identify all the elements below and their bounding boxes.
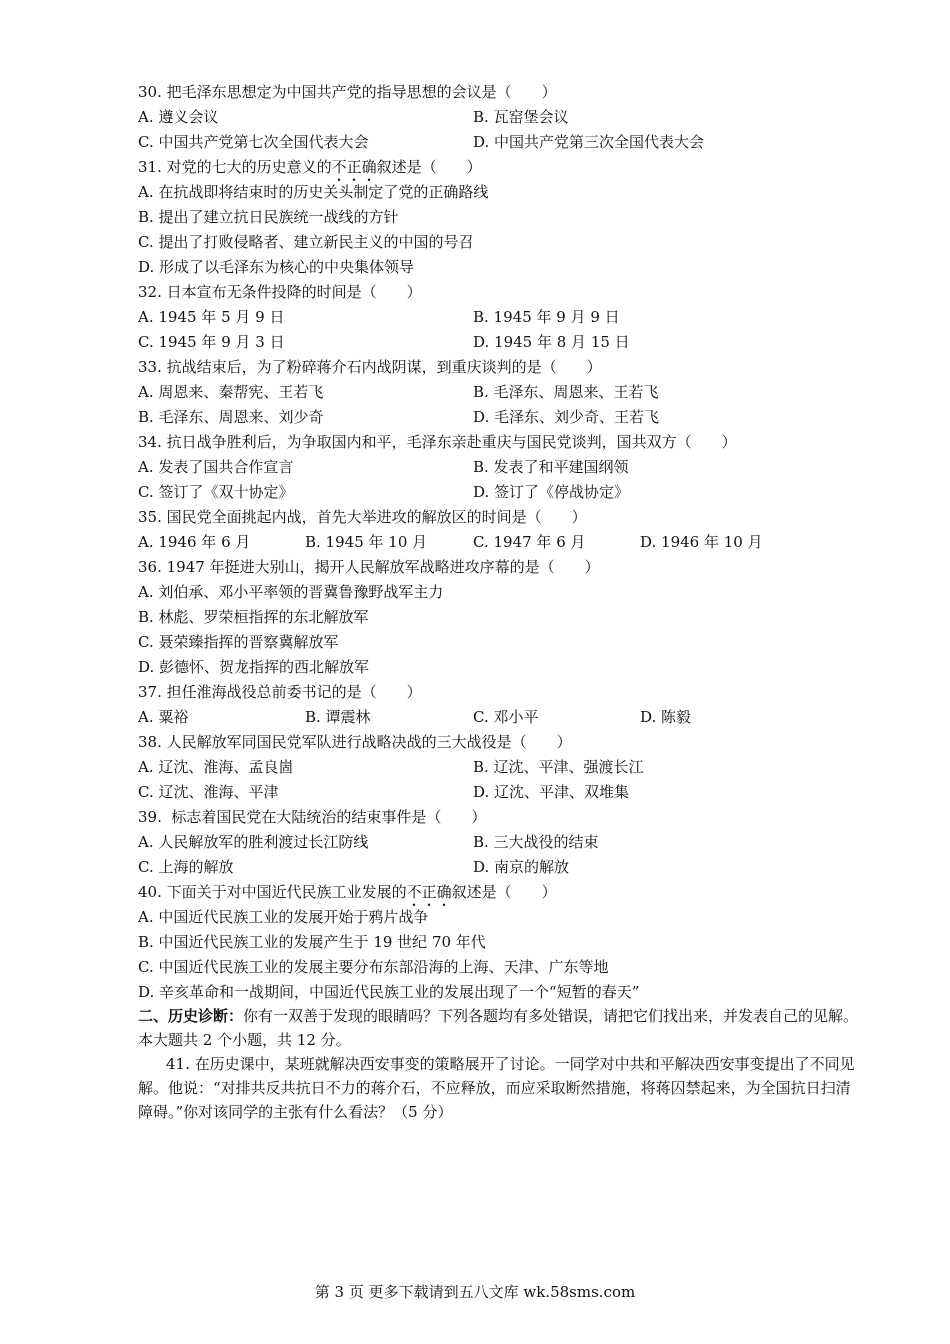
- question-text: 对党的七大的历史意义的: [166, 158, 332, 176]
- option: B. 谭震林: [305, 708, 371, 726]
- question-40: 40. 下面关于对中国近代民族工业发展的不正确叙述是（ ）: [138, 883, 557, 901]
- question-number: 39: [138, 808, 158, 826]
- option: D. 辽沈、平津、双堆集: [473, 783, 630, 801]
- option: A. 粟裕: [138, 708, 189, 726]
- question-text: 标志着国民党在大陆统治的结束事件是（ ）: [171, 808, 487, 826]
- option: A. 在抗战即将结束时的历史关头制定了党的正确路线: [138, 183, 489, 201]
- option: D. 1945 年 8 月 15 日: [473, 333, 630, 351]
- option: D. 签订了《停战协定》: [473, 483, 630, 501]
- option: D. 陈毅: [640, 708, 692, 726]
- option: A. 辽沈、淮海、孟良崮: [138, 758, 294, 776]
- question-number: 32: [138, 283, 158, 301]
- question-36: 36. 1947 年挺进大别山，揭开人民解放军战略进攻序幕的是（ ）: [138, 558, 600, 576]
- question-number: 36: [138, 558, 158, 576]
- option: D. 中国共产党第三次全国代表大会: [473, 133, 705, 151]
- section-heading: 二、历史诊断：: [138, 1007, 244, 1025]
- question-number: 35: [138, 508, 158, 526]
- option: B. 1945 年 9 月 9 日: [473, 308, 620, 326]
- option: D. 彭德怀、贺龙指挥的西北解放军: [138, 658, 370, 676]
- question-38: 38. 人民解放军同国民党军队进行战略决战的三大战役是（ ）: [138, 733, 572, 751]
- question-39: 39. 标志着国民党在大陆统治的结束事件是（ ）: [138, 808, 487, 826]
- section-2-intro: [138, 1004, 860, 1052]
- option: C. 中国近代民族工业的发展主要分布东部沿海的上海、天津、广东等地: [138, 958, 609, 976]
- option: C. 上海的解放: [138, 858, 234, 876]
- question-41: 41. 在历史课中，某班就解决西安事变的策略展开了讨论。一同学对中共和平解决西安事变提出了不同见解。他说：“对排共反共抗日不力的蒋介石，不应释放，而应采取断然措施，将蒋囚禁起来，为全国抗日扫清障碍。”你对该同学的主张有什么看法？（5 分）: [138, 1055, 855, 1121]
- option: A. 周恩来、秦帮宪、王若飞: [138, 383, 324, 401]
- option: A. 人民解放军的胜利渡过长江防线: [138, 833, 369, 851]
- option: D. 形成了以毛泽东为核心的中央集体领导: [138, 258, 415, 276]
- question-number: 40: [138, 883, 158, 901]
- question-number: 33: [138, 358, 158, 376]
- option: B. 提出了建立抗日民族统一战线的方针: [138, 208, 399, 226]
- option: A. 1945 年 5 月 9 日: [138, 308, 285, 326]
- question-number: 34: [138, 433, 158, 451]
- question-text: 1947 年挺进大别山，揭开人民解放军战略进攻序幕的是（ ）: [166, 558, 600, 576]
- option: A. 刘伯承、邓小平率领的晋冀鲁豫野战军主力: [138, 583, 444, 601]
- question-text: 下面关于对中国近代民族工业发展的: [166, 883, 407, 901]
- section-intro-text: 你有一双善于发现的眼睛吗？下列各题均有多处错误，请把它们找出来，并发表自己的见解。本大题共 2 个小题，共 12 分。: [138, 1007, 859, 1049]
- question-31: 31. 对党的七大的历史意义的不正确叙述是（ ）: [138, 158, 482, 176]
- option: B. 辽沈、平津、强渡长江: [473, 758, 644, 776]
- option: B. 瓦窑堡会议: [473, 108, 569, 126]
- question-text: 抗日战争胜利后，为争取国内和平，毛泽东亲赴重庆与国民党谈判，国共双方（ ）: [166, 433, 737, 451]
- question-37: 37. 担任淮海战役总前委书记的是（ ）: [138, 683, 422, 701]
- question-text: 叙述是（ ）: [376, 158, 482, 176]
- option: C. 1947 年 6 月: [473, 533, 586, 551]
- question-text: 抗战结束后，为了粉碎蒋介石内战阴谋，到重庆谈判的是（ ）: [166, 358, 602, 376]
- option: A. 中国近代民族工业的发展开始于鸦片战争: [138, 908, 429, 926]
- option: C. 中国共产党第七次全国代表大会: [138, 133, 369, 151]
- question-text: 把毛泽东思想定为中国共产党的指导思想的会议是（ ）: [166, 83, 557, 101]
- option: A. 发表了国共合作宣言: [138, 458, 294, 476]
- option: C. 提出了打败侵略者、建立新民主义的中国的号召: [138, 233, 474, 251]
- question-33: 33. 抗战结束后，为了粉碎蒋介石内战阴谋，到重庆谈判的是（ ）: [138, 358, 602, 376]
- option: C. 聂荣臻指挥的晋察冀解放军: [138, 633, 339, 651]
- option: B. 1945 年 10 月: [305, 533, 428, 551]
- question-text: 日本宣布无条件投降的时间是（ ）: [166, 283, 422, 301]
- question-number: 31: [138, 158, 158, 176]
- emphasis-text: 不正确: [406, 883, 452, 901]
- option: A. 遵义会议: [138, 108, 219, 126]
- question-35: 35. 国民党全面挑起内战，首先大举进攻的解放区的时间是（ ）: [138, 508, 587, 526]
- question-number: 37: [138, 683, 158, 701]
- question-text: 国民党全面挑起内战，首先大举进攻的解放区的时间是（ ）: [166, 508, 587, 526]
- option: B. 发表了和平建国纲领: [473, 458, 629, 476]
- emphasis-text: 不正确: [331, 158, 377, 176]
- option: C. 辽沈、淮海、平津: [138, 783, 279, 801]
- question-34: 34. 抗日战争胜利后，为争取国内和平，毛泽东亲赴重庆与国民党谈判，国共双方（ ）: [138, 433, 737, 451]
- option: D. 毛泽东、刘少奇、王若飞: [473, 408, 660, 426]
- option: B. 毛泽东、周恩来、王若飞: [473, 383, 659, 401]
- question-32: 32. 日本宣布无条件投降的时间是（ ）: [138, 283, 422, 301]
- question-number: 38: [138, 733, 158, 751]
- option: B. 三大战役的结束: [473, 833, 599, 851]
- option: D. 辛亥革命和一战期间，中国近代民族工业的发展出现了一个“短暂的春天”: [138, 983, 640, 1001]
- option: C. 邓小平: [473, 708, 539, 726]
- page-footer: 第 3 页 更多下载请到五八文库 wk.58sms.com: [314, 1283, 636, 1301]
- option: D. 1946 年 10 月: [640, 533, 763, 551]
- option: B. 中国近代民族工业的发展产生于 19 世纪 70 年代: [138, 933, 486, 951]
- option: D. 南京的解放: [473, 858, 570, 876]
- question-number: 30: [138, 83, 158, 101]
- option: A. 1946 年 6 月: [138, 533, 251, 551]
- question-text: 叙述是（ ）: [451, 883, 557, 901]
- option: B. 毛泽东、周恩来、刘少奇: [138, 408, 324, 426]
- option: C. 1945 年 9 月 3 日: [138, 333, 285, 351]
- question-30: 30. 把毛泽东思想定为中国共产党的指导思想的会议是（ ）: [138, 83, 557, 101]
- question-text: 担任淮海战役总前委书记的是（ ）: [166, 683, 422, 701]
- option: B. 林彪、罗荣桓指挥的东北解放军: [138, 608, 369, 626]
- question-text: 人民解放军同国民党军队进行战略决战的三大战役是（ ）: [166, 733, 572, 751]
- option: C. 签订了《双十协定》: [138, 483, 294, 501]
